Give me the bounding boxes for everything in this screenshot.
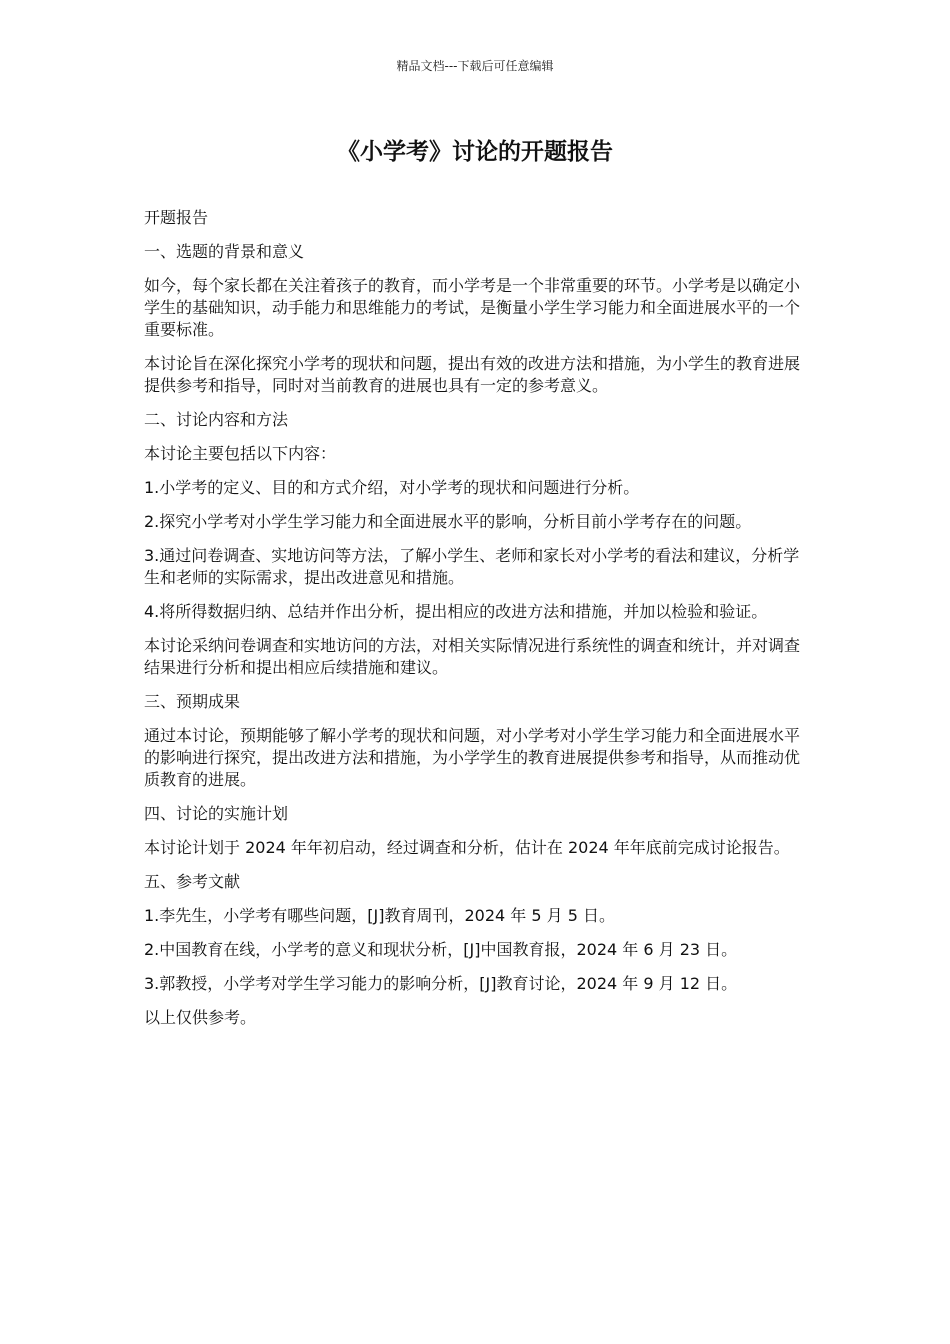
reference-item: 3.郭教授，小学考对学生学习能力的影响分析，[J]教育讨论，2024 年 9 月 12 日。: [144, 974, 738, 993]
section-heading-content-method: 二、讨论内容和方法: [144, 410, 289, 429]
reference-item: 2.中国教育在线，小学考的意义和现状分析，[J]中国教育报，2024 年 6 月 23 日。: [144, 940, 738, 959]
closing-note: 以上仅供参考。: [144, 1008, 257, 1027]
header-note: 精品文档---下载后可任意编辑: [396, 59, 554, 73]
purpose-paragraph: 本讨论旨在深化探究小学考的现状和问题，提出有效的改进方法和措施，为小学生的教育进展提供参考和指导，同时对当前教育的进展也具有一定的参考意义。: [144, 354, 801, 395]
background-paragraph: 如今，每个家长都在关注着孩子的教育，而小学考是一个非常重要的环节。小学考是以确定小学生的基础知识，动手能力和思维能力的考试，是衡量小学生学习能力和全面进展水平的一个重要标准。: [144, 276, 801, 339]
content-item: 4.将所得数据归纳、总结并作出分析，提出相应的改进方法和措施，并加以检验和验证。: [144, 602, 768, 621]
content-item: 1.小学考的定义、目的和方式介绍，对小学考的现状和问题进行分析。: [144, 478, 640, 497]
content-intro: 本讨论主要包括以下内容：: [144, 444, 337, 463]
page-title: 《小学考》讨论的开题报告: [337, 139, 613, 165]
content-item: 3.通过问卷调查、实地访问等方法，了解小学生、老师和家长对小学考的看法和建议，分析学生和老师的实际需求，提出改进意见和措施。: [144, 546, 800, 587]
section-heading-references: 五、参考文献: [144, 872, 241, 891]
plan-paragraph: 本讨论计划于 2024 年年初启动，经过调查和分析，估计在 2024 年年底前完成讨论报告。: [144, 838, 790, 857]
expected-results-paragraph: 通过本讨论，预期能够了解小学考的现状和问题，对小学考对小学生学习能力和全面进展水平的影响进行探究，提出改进方法和措施，为小学学生的教育进展提供参考和指导，从而推动优质教育的进展。: [144, 726, 801, 789]
document-body: [144, 207, 810, 1041]
section-heading-background: 一、选题的背景和意义: [144, 242, 305, 261]
section-heading-plan: 四、讨论的实施计划: [144, 804, 289, 823]
content-item: 2.探究小学考对小学生学习能力和全面进展水平的影响，分析目前小学考存在的问题。: [144, 512, 752, 531]
section-heading-expected-results: 三、预期成果: [144, 692, 241, 711]
reference-item: 1.李先生，小学考有哪些问题，[J]教育周刊，2024 年 5 月 5 日。: [144, 906, 615, 925]
method-paragraph: 本讨论采纳问卷调查和实地访问的方法，对相关实际情况进行系统性的调查和统计，并对调查结果进行分析和提出相应后续措施和建议。: [144, 636, 801, 677]
report-label: 开题报告: [144, 208, 209, 227]
